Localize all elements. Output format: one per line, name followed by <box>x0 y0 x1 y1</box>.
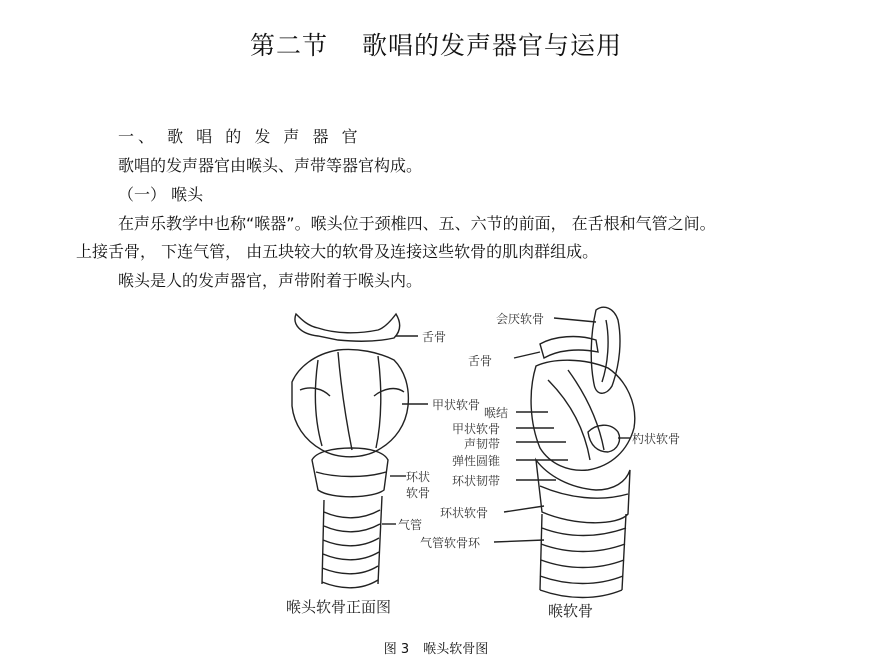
section-title <box>0 26 872 62</box>
label-laryngeal-prominence: 喉结 <box>484 406 509 420</box>
label-thyroid-front: 甲状软骨 <box>432 398 481 412</box>
heading-1: 一、 歌 唱 的 发 声 器 官 <box>118 127 362 146</box>
label-hyoid-side: 舌骨 <box>468 354 493 368</box>
paragraph-2: 喉头是人的发声器官，声带附着于喉头内。 <box>118 271 423 290</box>
section-number: 第二节 <box>249 31 328 60</box>
label-conus-elasticus: 弹性圆锥 <box>452 454 501 468</box>
label-cricoid-side: 环状软骨 <box>440 506 489 520</box>
label-cricothyroid-ligament: 环状韧带 <box>452 474 501 488</box>
label-cricoid-front-1: 环状 <box>406 470 431 484</box>
label-trachea-front: 气管 <box>398 518 423 532</box>
figure-title: 喉头软骨图 <box>423 642 489 657</box>
figure-caption <box>0 638 872 657</box>
subheading-larynx: （一） 喉头 <box>118 185 204 204</box>
paragraph-1-line-2: 上接舌骨， 下连气管， 由五块较大的软骨及连接这些软骨的肌肉群组成。 <box>76 242 599 261</box>
caption-side-view: 喉软骨 <box>548 602 594 620</box>
larynx-figure <box>278 300 708 630</box>
label-epiglottis: 会厌软骨 <box>496 312 545 326</box>
label-vocal-ligament: 声韧带 <box>464 437 501 451</box>
label-arytenoid: 杓状软骨 <box>632 432 681 446</box>
label-tracheal-ring: 气管软骨环 <box>420 536 481 550</box>
label-hyoid-front: 舌骨 <box>422 330 447 344</box>
intro-text: 歌唱的发声器官由喉头、声带等器官构成。 <box>118 156 423 175</box>
section-heading: 歌唱的发声器官与运用 <box>362 31 623 60</box>
label-thyroid-side: 甲状软骨 <box>452 422 501 436</box>
label-cricoid-front-2: 软骨 <box>406 486 431 500</box>
paragraph-1-line-1: 在声乐教学中也称“喉器”。喉头位于颈椎四、五、六节的前面， 在舌根和气管之间。 <box>118 214 716 233</box>
caption-front-view: 喉头软骨正面图 <box>286 598 392 616</box>
figure-number: 图 3 <box>383 642 410 657</box>
